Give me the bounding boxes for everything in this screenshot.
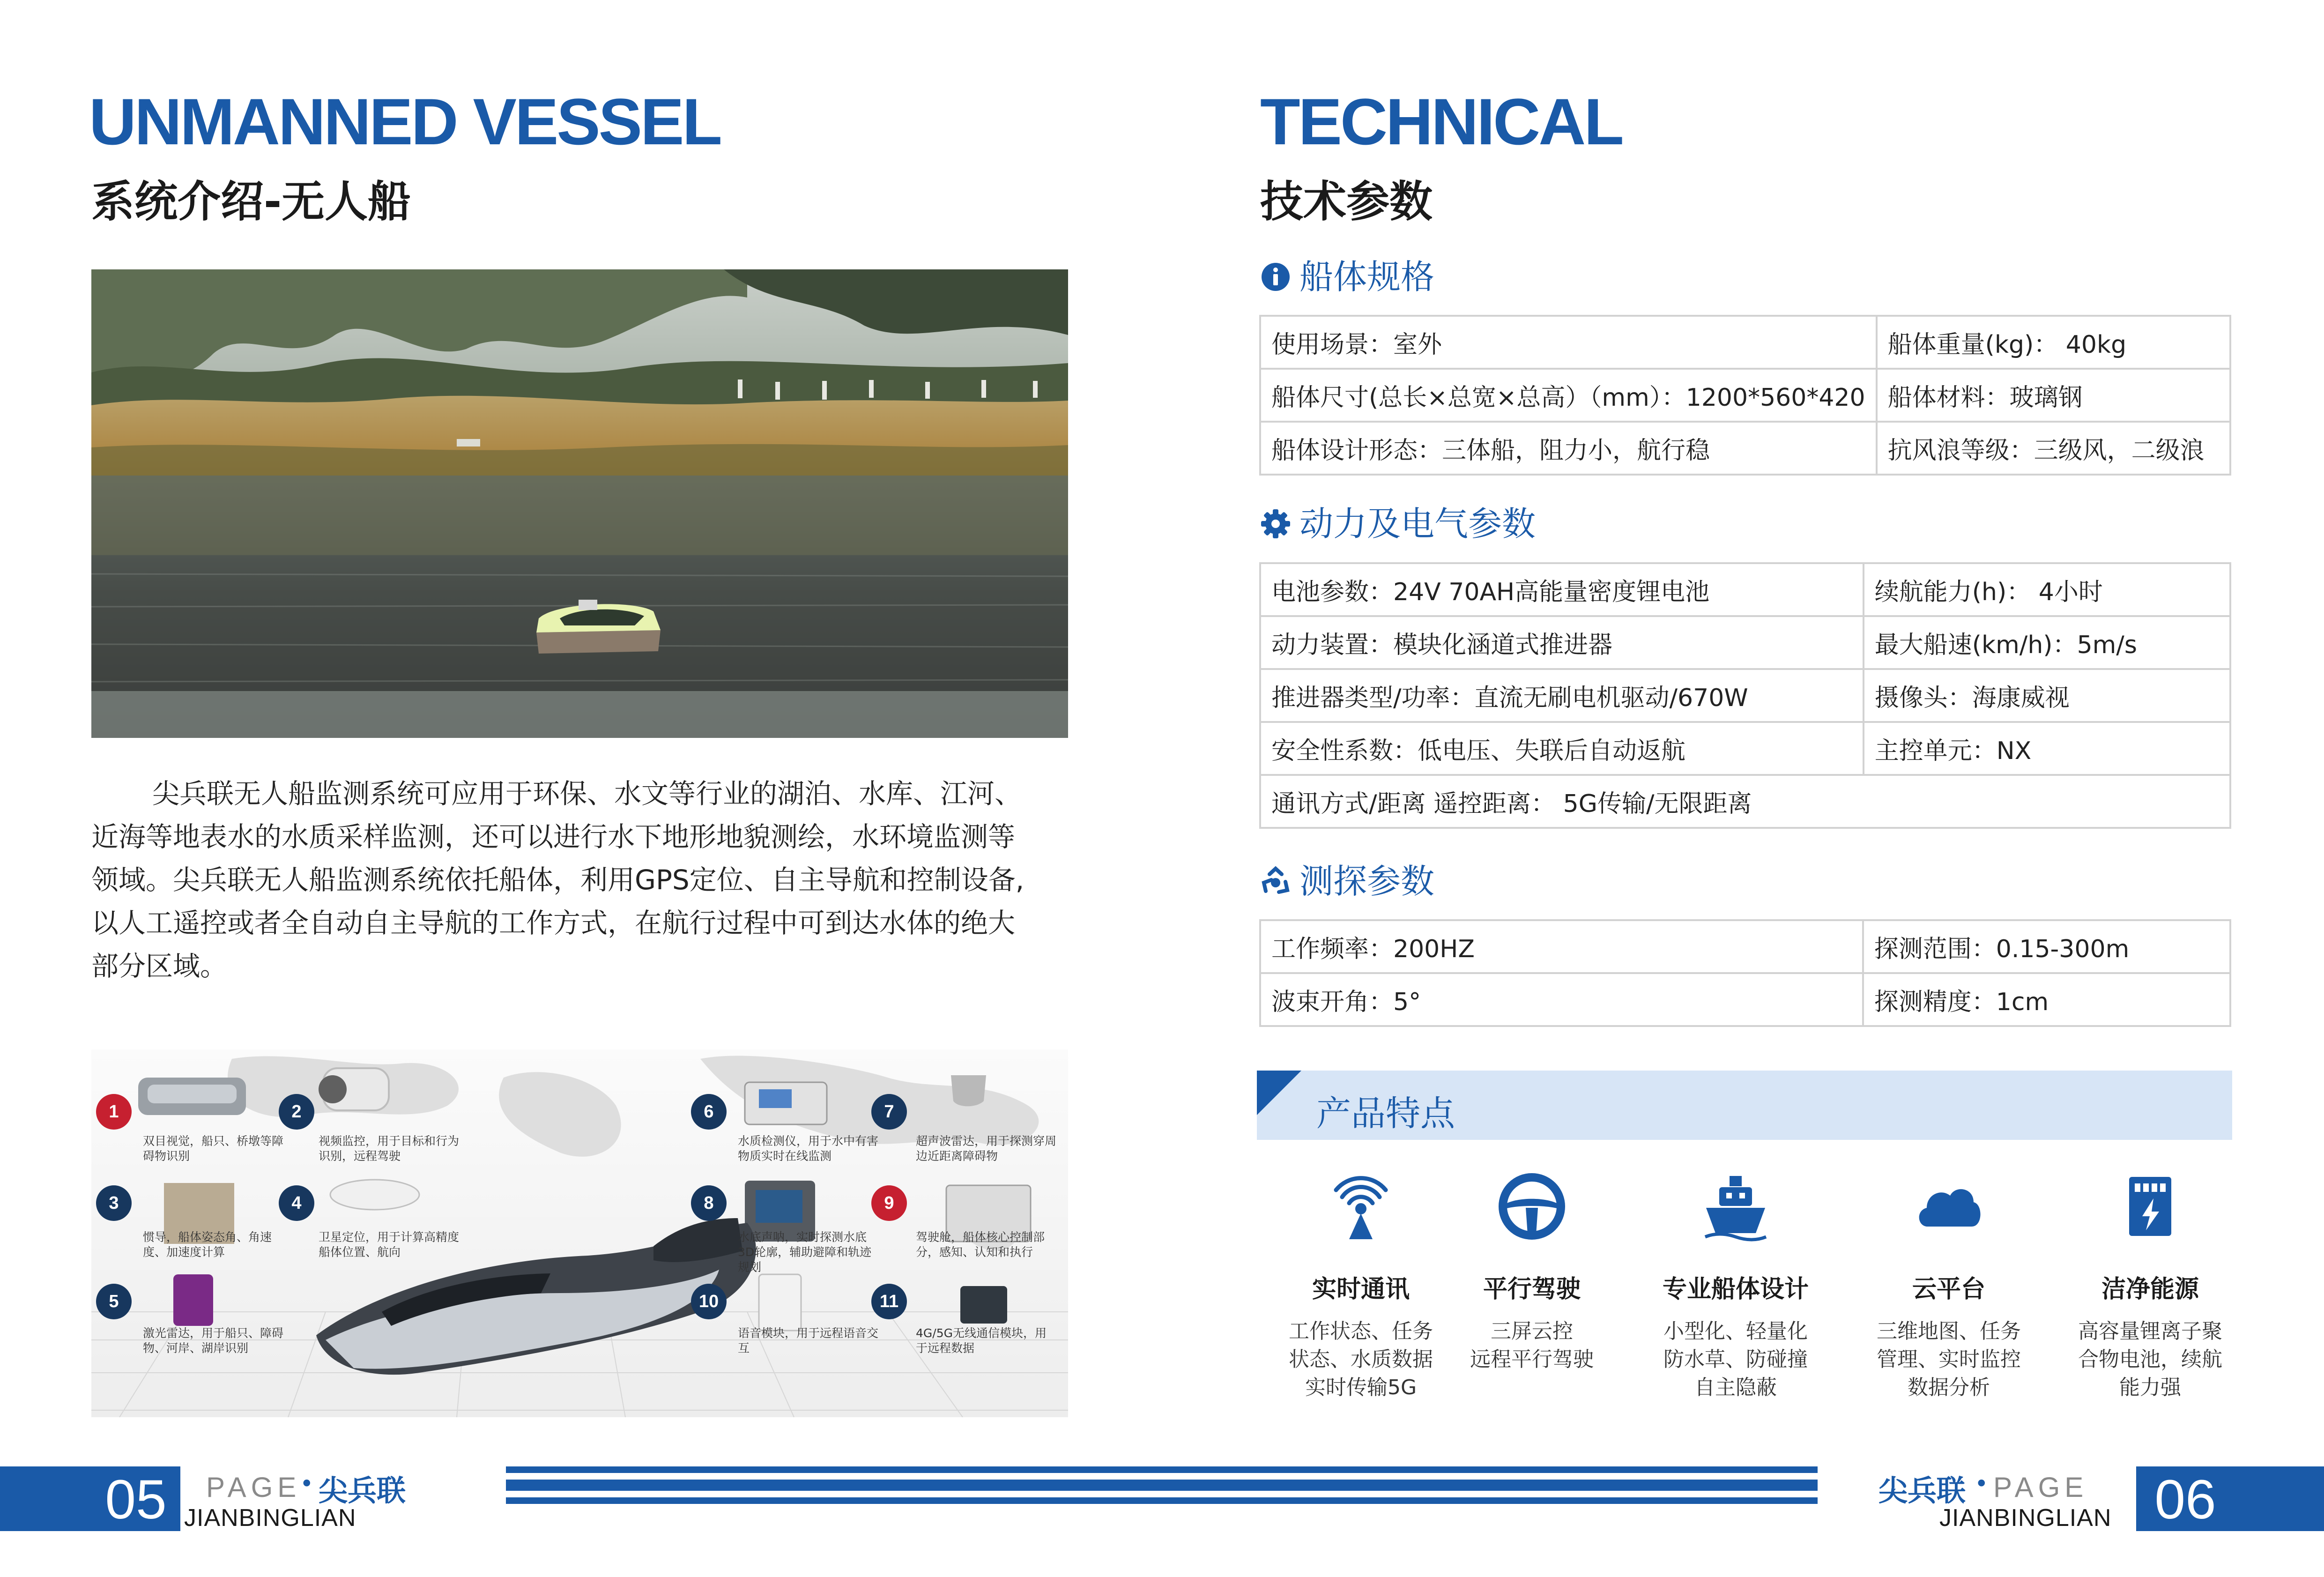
feature-desc-line: 小型化、轻量化 <box>1663 1319 1808 1343</box>
feature-number: 4 <box>279 1185 314 1221</box>
right-chinese-title: 技术参数 <box>1260 177 1433 227</box>
feature-title: 专业船体设计 <box>1662 1275 1809 1303</box>
table-cell: 工作频率：200HZ <box>1260 920 1863 973</box>
vessel-lake-photo <box>91 269 1068 738</box>
feature-text: 水质检测仪，用于水中有害物质实时在线监测 <box>738 1134 879 1163</box>
feature-number: 3 <box>96 1185 132 1221</box>
feature-desc <box>1637 1317 1834 1402</box>
left-page-number: 05 <box>91 1466 180 1531</box>
table-row <box>1260 316 2230 369</box>
product-features-title: 产品特点 <box>1316 1093 1455 1134</box>
table-cell: 摄像头：海康威视 <box>1864 669 2230 722</box>
sounding-spec-table <box>1259 919 2231 1027</box>
sensor-diagram <box>91 1049 1068 1417</box>
feature-number: 1 <box>96 1094 132 1130</box>
table-cell: 波束开角：5° <box>1260 973 1863 1026</box>
feature-desc <box>1262 1317 1459 1402</box>
table-row <box>1260 920 2230 973</box>
feature-desc-line: 高容量锂离子聚 <box>2078 1319 2222 1343</box>
feature-text: 卫星定位，用于计算高精度船体位置、航向 <box>319 1230 460 1259</box>
feature-desc-line: 合物电池，续航 <box>2078 1347 2222 1371</box>
feature-desc-line: 远程平行驾驶 <box>1470 1347 1594 1371</box>
feature-card-hull-design <box>1637 1171 1834 1402</box>
cloud-icon <box>1914 1171 1984 1242</box>
feature-number: 2 <box>279 1094 314 1130</box>
table-cell: 最大船速(km/h)：5m/s <box>1864 616 2230 669</box>
antenna-tower-icon <box>1326 1171 1396 1242</box>
right-page-number: 06 <box>2136 1466 2235 1531</box>
ship-icon <box>1700 1171 1771 1242</box>
feature-text: 惯导，船体姿态角、角速度、加速度计算 <box>143 1230 272 1259</box>
right-brand-pinyin: JIANBINGLIAN <box>1939 1504 2112 1532</box>
table-cell: 主控单元：NX <box>1864 722 2230 775</box>
feature-desc-line: 三维地图、任务 <box>1877 1319 2021 1343</box>
feature-text: 水底声呐，实时探测水底3D轮廓，辅助避障和轨迹规划 <box>738 1230 872 1274</box>
info-icon <box>1260 261 1291 292</box>
footer-stripe-3 <box>506 1497 1818 1504</box>
right-english-title: TECHNICAL <box>1260 85 1622 158</box>
table-row <box>1260 616 2230 669</box>
feature-card-cloud-platform <box>1850 1171 2047 1402</box>
feature-desc-line: 防水草、防碰撞 <box>1663 1347 1808 1371</box>
table-cell: 船体材料：玻璃钢 <box>1877 369 2230 422</box>
feature-desc-line: 能力强 <box>2119 1376 2181 1399</box>
feature-title: 洁净能源 <box>2101 1275 2199 1303</box>
table-cell: 通讯方式/距离 遥控距离： 5G传输/无限距离 <box>1260 775 2230 828</box>
feature-desc-line: 状态、水质数据 <box>1289 1347 1433 1371</box>
footer-left-accent <box>0 1466 91 1531</box>
feature-text: 4G/5G无线通信模块，用于远程数据 <box>916 1326 1047 1355</box>
table-row <box>1260 775 2230 828</box>
feature-text: 双目视觉，船只、桥墩等障碍物识别 <box>143 1134 284 1163</box>
feature-title: 平行驾驶 <box>1483 1275 1581 1303</box>
table-cell: 电池参数：24V 70AH高能量密度锂电池 <box>1260 563 1864 616</box>
table-cell: 船体尺寸(总长×总宽×总高）（mm）：1200*560*420 <box>1260 369 1877 422</box>
table-row <box>1260 369 2230 422</box>
table-cell: 探测精度：1cm <box>1863 973 2230 1026</box>
right-page-label: PAGE <box>1993 1472 2088 1503</box>
left-brand-pinyin: JIANBINGLIAN <box>184 1504 356 1532</box>
battery-charge-icon <box>2115 1171 2185 1242</box>
table-cell: 动力装置：模块化涵道式推进器 <box>1260 616 1864 669</box>
section-title: 测探参数 <box>1299 862 1435 901</box>
right-brand-name: 尖兵联 <box>1879 1473 1966 1508</box>
feature-desc-line: 管理、实时监控 <box>1877 1347 2021 1371</box>
feature-card-realtime-comm <box>1262 1171 1459 1402</box>
feature-desc <box>1433 1317 1630 1374</box>
table-row <box>1260 722 2230 775</box>
feature-desc <box>1850 1317 2047 1402</box>
left-english-title: UNMANNED VESSEL <box>89 85 720 158</box>
section-title: 动力及电气参数 <box>1299 504 1536 543</box>
feature-text: 驾驶舱，船体核心控制部分，感知、认知和执行 <box>916 1230 1045 1259</box>
feature-title: 云平台 <box>1912 1275 1985 1303</box>
feature-number: 11 <box>871 1284 907 1319</box>
feature-text: 超声波雷达，用于探测穿周边近距离障碍物 <box>916 1134 1057 1163</box>
feature-title: 实时通讯 <box>1312 1275 1410 1303</box>
section-title: 船体规格 <box>1299 257 1435 297</box>
feature-text: 激光雷达，用于船只、障碍物、河岸、湖岸识别 <box>143 1326 284 1355</box>
table-cell: 船体重量(kg)： 40kg <box>1877 316 2230 369</box>
feature-number: 5 <box>96 1284 132 1319</box>
dot-separator: • <box>1975 1470 1989 1497</box>
feature-text: 语音模块，用于远程语音交互 <box>738 1326 879 1355</box>
intro-paragraph: 尖兵联无人船监测系统可应用于环保、水文等行业的湖泊、水库、江河、近海等地表水的水质采样监测，还可以进行水下地形地貌测绘，水环境监测等领域。尖兵联无人船监测系统依托船体，利用GPS定位、自主导航和控制设备,以人工遥控或者全自动自主导航的工作方式，在航行过程中可到达水体的绝大部分区域。 <box>91 778 1025 982</box>
steering-wheel-icon <box>1497 1171 1567 1242</box>
table-cell: 探测范围：0.15-300m <box>1863 920 2230 973</box>
left-page-label: PAGE <box>206 1472 301 1503</box>
table-row <box>1260 973 2230 1026</box>
table-cell: 使用场景：室外 <box>1260 316 1877 369</box>
dot-separator: • <box>300 1470 314 1497</box>
footer-right-accent <box>2235 1466 2324 1531</box>
feature-number: 6 <box>691 1094 727 1130</box>
table-row <box>1260 422 2230 475</box>
feature-text: 视频监控，用于目标和行为识别，远程驾驶 <box>319 1134 460 1163</box>
feature-number: 10 <box>691 1284 727 1319</box>
feature-desc <box>2052 1317 2249 1402</box>
feature-desc-line: 数据分析 <box>1908 1376 1990 1399</box>
feature-desc-line: 三屏云控 <box>1491 1319 1573 1343</box>
hull-spec-table <box>1259 315 2231 476</box>
left-brand-name: 尖兵联 <box>319 1473 406 1508</box>
footer-stripe-2 <box>506 1480 1818 1491</box>
table-row <box>1260 563 2230 616</box>
feature-desc-line: 实时传输5G <box>1305 1376 1417 1399</box>
recycle-icon <box>1260 866 1291 897</box>
section-header-sounding <box>1260 862 1435 901</box>
banner-triangle-decoration <box>1257 1071 1301 1115</box>
power-spec-table <box>1259 562 2231 829</box>
footer-stripe-1 <box>506 1466 1818 1473</box>
feature-desc-line: 工作状态、任务 <box>1289 1319 1433 1343</box>
table-row <box>1260 669 2230 722</box>
left-chinese-title: 系统介绍-无人船 <box>91 177 411 227</box>
table-cell: 船体设计形态：三体船，阻力小，航行稳 <box>1260 422 1877 475</box>
feature-card-clean-energy <box>2052 1171 2249 1402</box>
table-cell: 安全性系数：低电压、失联后自动返航 <box>1260 722 1864 775</box>
feature-number: 8 <box>691 1185 727 1221</box>
feature-card-parallel-driving <box>1433 1171 1630 1374</box>
section-header-hull <box>1260 257 1435 297</box>
section-header-power <box>1260 504 1536 543</box>
gear-icon <box>1260 508 1291 539</box>
feature-number: 9 <box>871 1185 907 1221</box>
feature-number: 7 <box>871 1094 907 1130</box>
table-cell: 续航能力(h)： 4小时 <box>1864 563 2230 616</box>
table-cell: 推进器类型/功率：直流无刷电机驱动/670W <box>1260 669 1864 722</box>
table-cell: 抗风浪等级：三级风，二级浪 <box>1877 422 2230 475</box>
feature-desc-line: 自主隐蔽 <box>1694 1376 1777 1399</box>
